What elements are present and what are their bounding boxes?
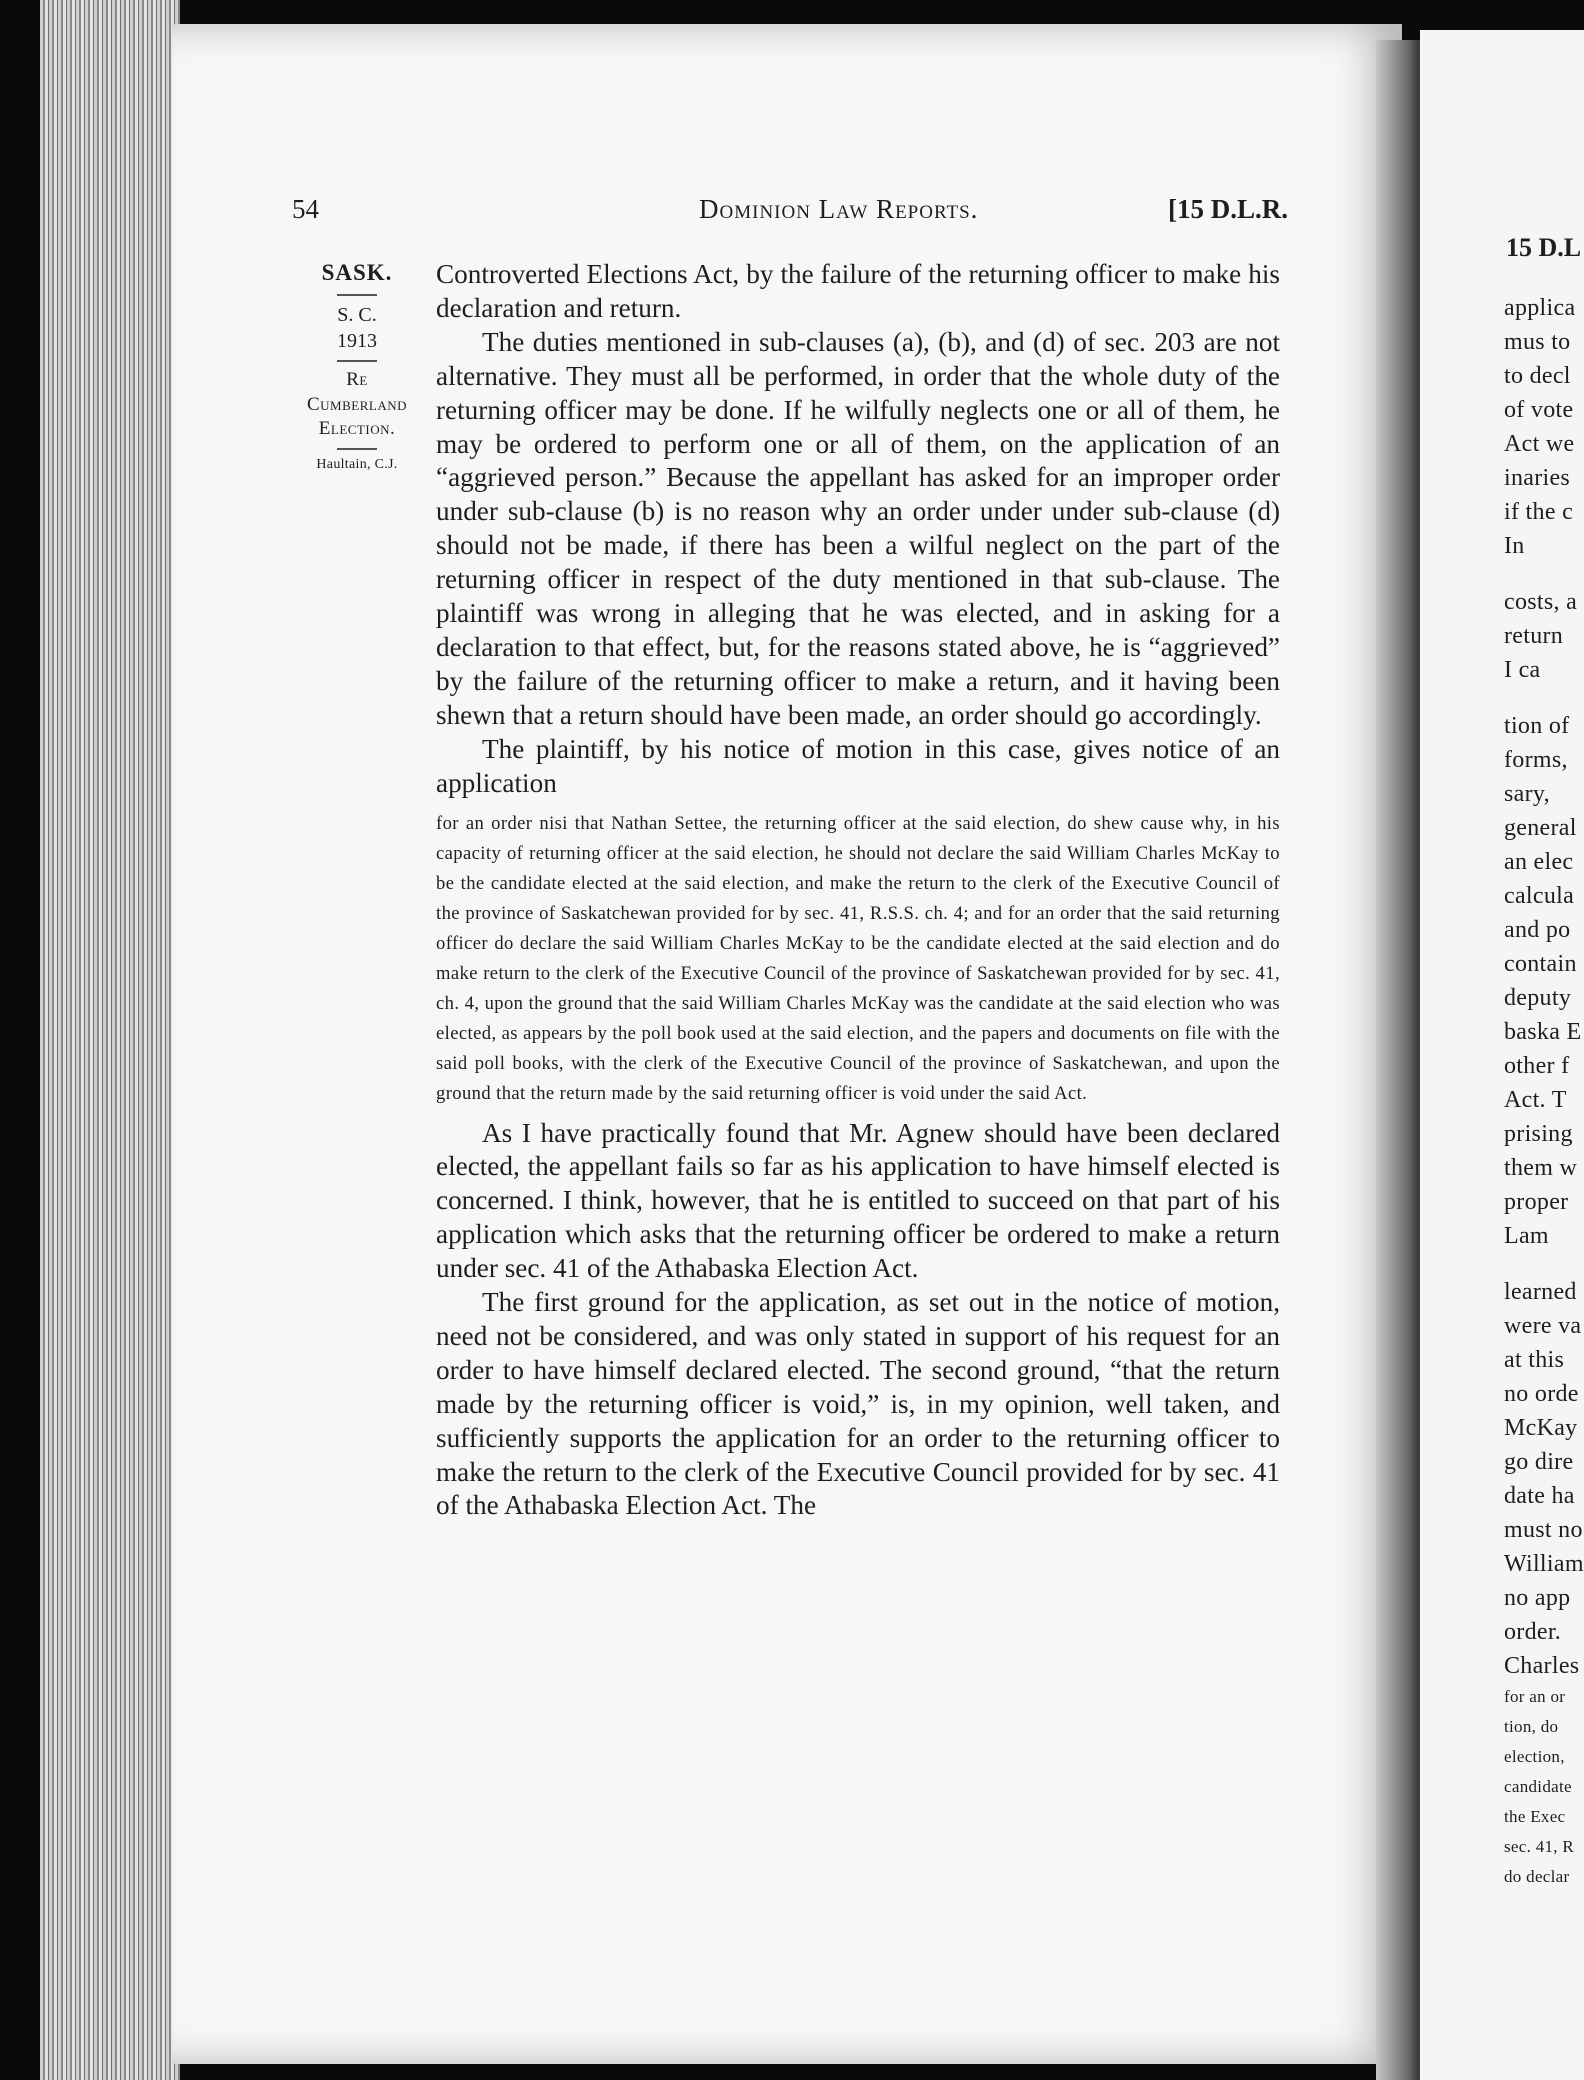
- case-re: Re: [346, 368, 368, 390]
- volume-reference: [15 D.L.R.: [1168, 194, 1288, 224]
- main-text: [436, 258, 1280, 1523]
- right-page-line: tion, do: [1504, 1717, 1559, 1736]
- right-page-line: Act we: [1504, 431, 1575, 457]
- right-page-line: prising: [1504, 1121, 1573, 1147]
- right-page-line: mus to: [1504, 329, 1571, 355]
- right-page-line: sary,: [1504, 781, 1550, 807]
- right-page-line: to decl: [1504, 363, 1571, 389]
- right-page-line: forms,: [1504, 747, 1568, 773]
- right-page-line: McKay: [1504, 1415, 1578, 1441]
- right-page-line: Charles: [1504, 1653, 1580, 1679]
- right-page-line: Lam: [1504, 1223, 1549, 1249]
- right-page-line: other f: [1504, 1053, 1570, 1079]
- right-page-line: learned: [1504, 1279, 1577, 1305]
- right-page-line: and po: [1504, 917, 1571, 943]
- judge-note: Haultain, C.J.: [316, 456, 398, 472]
- right-page-header: 15 D.L: [1506, 233, 1582, 262]
- right-page-line: election,: [1504, 1747, 1565, 1766]
- right-page-line: go dire: [1504, 1449, 1574, 1475]
- running-title: Dominion Law Reports.: [699, 194, 979, 224]
- province-note: SASK.: [321, 260, 393, 285]
- paragraph-4: As I have practically found that Mr. Agnew should have been declared elected, the appellant fails so far as his application to have himself elected is concerned. I think, however, that he is entitled to succeed on that part of his application which asks that the returning officer be ordered to make a return under sec. 41 of the Athabaska Election Act.: [436, 1117, 1280, 1284]
- right-page-line: baska E: [1504, 1019, 1582, 1045]
- right-page-line: do declar: [1504, 1867, 1570, 1886]
- right-page-line: inaries: [1504, 465, 1571, 491]
- right-page-line: tion of: [1504, 713, 1570, 739]
- paragraph-1: Controverted Elections Act, by the failure of the returning officer to make his declaration and return.: [436, 259, 1280, 323]
- right-page-line: order.: [1504, 1619, 1562, 1645]
- margin-rule: [337, 448, 377, 450]
- right-page-line: no orde: [1504, 1381, 1579, 1407]
- right-page-line: the Exec: [1504, 1807, 1566, 1826]
- right-page-line: contain: [1504, 951, 1577, 977]
- case-name-line-2: Election.: [318, 418, 396, 440]
- margin-rule: [337, 360, 377, 362]
- right-page-line: were va: [1504, 1313, 1582, 1339]
- right-page-line: applica: [1504, 295, 1576, 321]
- year-note: 1913: [337, 329, 377, 352]
- quoted-notice-of-motion: for an order nisi that Nathan Settee, the returning officer at the said election, do shew cause why, in his capacity of returning officer at the said election, he should not declare the said William Charles McKay to be the candidate elected at the said election, and make the return to the clerk of the Executive Council of the province of Saskatchewan provided for by sec. 41, R.S.S. ch. 4; and for an order that the said returning officer do declare the said William Charles McKay to be the candidate elected at the said election and do make return to the clerk of the Executive Council of the province of Saskatchewan provided for by sec. 41, ch. 4, upon the ground that the said William Charles McKay was the candidate at the said election who was elected, as appears by the poll book used at the said election, and the papers and documents on file with the said poll books, with the clerk of the Executive Council of the province of Saskatchewan, and upon the ground that the return made by the said returning officer is void under the said Act.: [436, 812, 1280, 1104]
- right-page-line: them w: [1504, 1155, 1578, 1181]
- paragraph-3: The plaintiff, by his notice of motion in this case, gives notice of an application: [436, 733, 1280, 798]
- right-page-line: I ca: [1504, 657, 1541, 683]
- right-page-line: proper: [1504, 1189, 1569, 1215]
- right-page-line: general: [1504, 815, 1577, 841]
- right-page-line: In: [1504, 533, 1525, 559]
- right-page-line: costs, a: [1504, 589, 1578, 615]
- right-page-line: an elec: [1504, 849, 1574, 875]
- right-page-line: deputy: [1504, 985, 1572, 1011]
- right-page: [1420, 30, 1584, 2080]
- right-page-line: calcula: [1504, 883, 1575, 909]
- right-page-line: William: [1504, 1551, 1584, 1577]
- right-page-lines: [1504, 295, 1584, 1897]
- right-page-line: no app: [1504, 1585, 1571, 1611]
- court-note: S. C.: [337, 303, 377, 326]
- margin-rule: [337, 294, 377, 296]
- case-name-line-1: Cumberland: [306, 393, 407, 415]
- right-page-line: at this: [1504, 1347, 1565, 1373]
- running-header: [292, 194, 1288, 234]
- right-page-line: date ha: [1504, 1483, 1575, 1509]
- right-page-line: if the c: [1504, 499, 1574, 525]
- right-page-line: of vote: [1504, 397, 1574, 423]
- right-page-line: return: [1504, 623, 1564, 649]
- page-edges: [40, 0, 180, 2080]
- page-number: 54: [292, 194, 319, 224]
- right-page-line: must no: [1504, 1517, 1583, 1543]
- paragraph-2: The duties mentioned in sub-clauses (a), (b), and (d) of sec. 203 are not alternative. They must all be performed, in order that the whole duty of the returning officer may be done. If he wilfully neglects one or all of them, he may be ordered to perform one or all of them, on the application of an “aggrieved person.” Because the appellant has asked for an improper order under sub-clause (b) is no reason why an order under under sub-clause (d) should not be made, if there has been a wilful neglect on the part of the returning officer in respect of the duty mentioned in that sub-clause. The plaintiff was wrong in alleging that he was elected, and in asking for a declaration to that effect, but, for the reasons stated above, he is “aggrieved” by the failure of the returning officer to make a return, and it having been shewn that a return should have been made, an order should go accordingly.: [436, 326, 1280, 730]
- right-page-line: for an or: [1504, 1687, 1566, 1706]
- paragraph-5: The first ground for the application, as set out in the notice of motion, need not be considered, and was only stated in support of his request for an order to have himself declared elected. The second ground, “that the return made by the returning officer is void,” is, in my opinion, well taken, and sufficiently supports the application for an order to the returning officer to make the return to the clerk of the Executive Council provided for by sec. 41 of the Athabaska Election Act. The: [436, 1287, 1280, 1521]
- margin-notes: [282, 258, 432, 474]
- right-page-line: Act. T: [1504, 1087, 1567, 1113]
- right-page-line: sec. 41, R: [1504, 1837, 1575, 1856]
- right-page-line: candidate: [1504, 1777, 1572, 1796]
